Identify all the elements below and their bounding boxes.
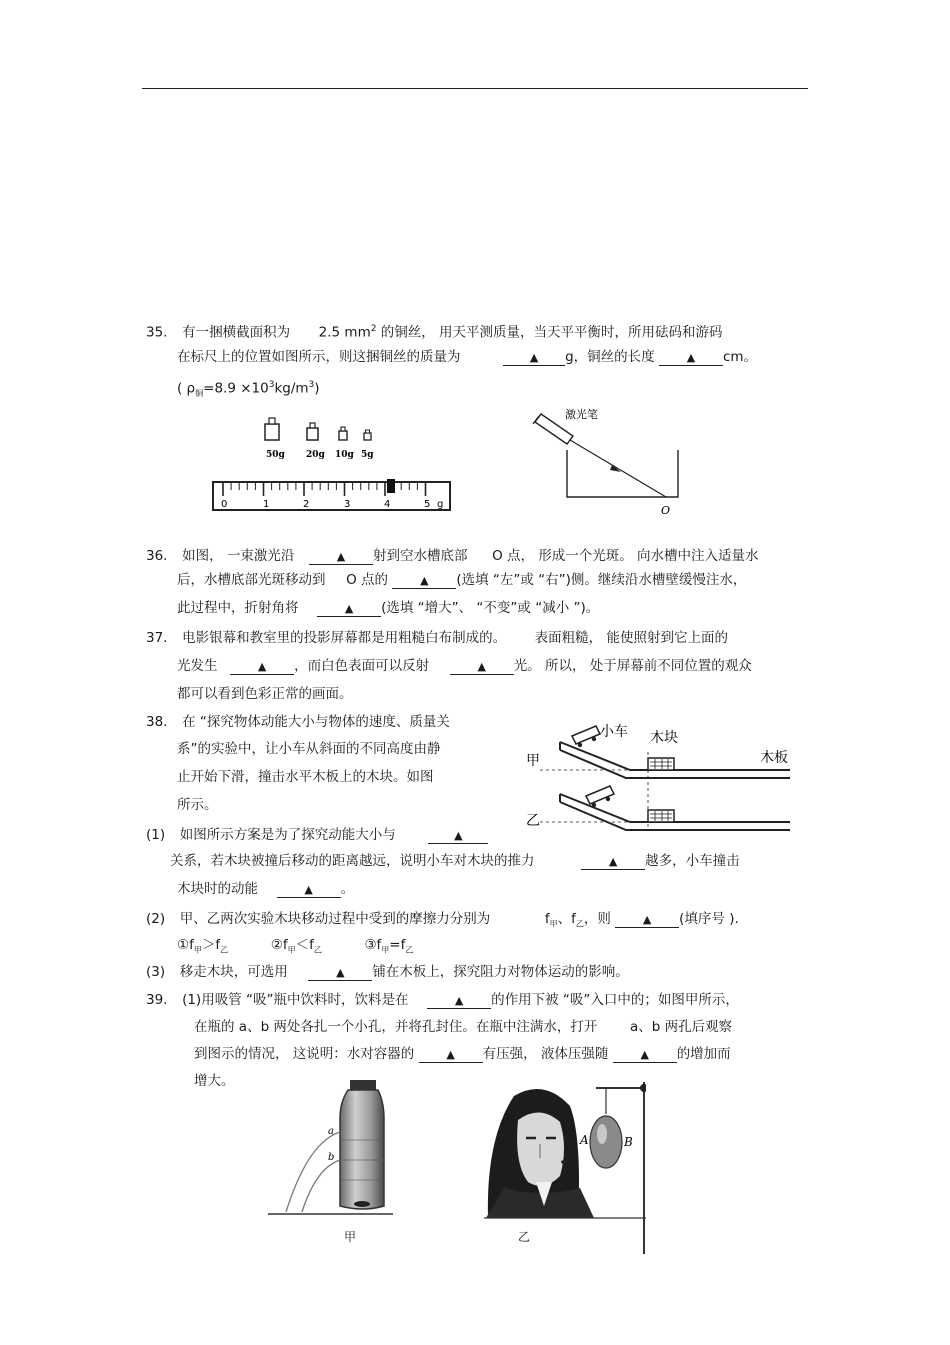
- answer-blank[interactable]: ▲: [309, 550, 373, 565]
- board-label: 木板: [760, 750, 788, 766]
- q38-part1-line-3: 木块时的动能 ▲ 。: [177, 881, 355, 897]
- q38-line-2: 系”的实验中，让小车从斜面的不同高度由静: [177, 741, 441, 757]
- hole-a-label: a: [328, 1126, 334, 1137]
- weight-label: 20g: [306, 450, 325, 460]
- weight-label: 5g: [361, 450, 374, 460]
- answer-blank[interactable]: ▲: [317, 602, 381, 617]
- svg-text:g: g: [437, 499, 444, 510]
- balance-figure: [205, 410, 465, 520]
- svg-text:3: 3: [344, 499, 351, 510]
- answer-blank[interactable]: ▲: [615, 913, 679, 928]
- svg-text:5: 5: [424, 499, 431, 510]
- point-o-label: O: [661, 504, 671, 517]
- cart-incline-figure: [520, 712, 792, 838]
- laser-beam: [570, 440, 666, 497]
- incline-jia: [560, 742, 790, 778]
- caption-jia: 甲: [344, 1230, 357, 1244]
- q38-part1-line-1: (1) 如图所示方案是为了探究动能大小与 ▲: [146, 827, 488, 844]
- weight-label: 10g: [335, 450, 354, 460]
- q35-line-2: 在标尺上的位置如图所示，则这捆铜丝的质量为 ▲ g，铜丝的长度 ▲ cm。: [177, 349, 758, 365]
- option-2: $②f_甲<f_乙$: [270, 937, 322, 955]
- q35-line-3: ( $\rho_铜=8.9 \times 10^3kg/m^3$): [177, 380, 320, 399]
- q38-line-3: 止开始下滑，撞击水平木板上的木块。如图: [177, 769, 434, 785]
- wood-block-yi: [648, 810, 674, 822]
- answer-blank[interactable]: ▲: [581, 855, 645, 870]
- svg-text:2: 2: [303, 499, 310, 510]
- girl-balloon-figure: [484, 1078, 646, 1256]
- q38-part1-line-2: 关系，若木块被撞后移动的距离越远，说明小车对木块的推力 ▲ 越多，小车撞击: [170, 853, 740, 869]
- block-label: 木块: [650, 730, 678, 746]
- q36-line-1: 36. 如图， 一束激光沿 ▲ 射到空水槽底部 O 点， 形成一个光斑。 向水槽中注入适量水: [146, 548, 759, 564]
- setup-yi-label: 乙: [526, 813, 540, 829]
- answer-blank[interactable]: ▲: [503, 351, 565, 366]
- q37-line-3: 都可以看到色彩正常的画面。: [177, 686, 353, 702]
- cart-jia: [572, 726, 600, 747]
- weight-10g: [339, 427, 347, 440]
- answer-blank[interactable]: ▲: [428, 829, 488, 844]
- caption-yi: 乙: [518, 1230, 531, 1244]
- setup-jia-label: 甲: [526, 753, 540, 769]
- answer-blank[interactable]: ▲: [230, 660, 294, 675]
- q39-line-2: 在瓶的 a、b 两处各扎一个小孔，并将孔封住。在瓶中注满水，打开 a、b 两孔后观察: [194, 1019, 733, 1035]
- ruler: [213, 482, 450, 510]
- option-1: $①f_甲>f_乙$: [177, 937, 229, 955]
- water-tank: [567, 450, 678, 497]
- svg-text:1: 1: [263, 499, 270, 510]
- q35-line-1: 35. 有一捆横截面积为 2.5 $mm^2$ 的铜丝， 用天平测质量，当天平平衡时，所用砝码和游码: [146, 324, 723, 341]
- cart-yi: [586, 786, 614, 807]
- answer-blank[interactable]: ▲: [419, 1048, 483, 1063]
- water-bottle-icon: [340, 1080, 384, 1209]
- rider-marker[interactable]: [387, 479, 395, 493]
- laser-label: 激光笔: [565, 408, 598, 421]
- svg-text:0: 0: [221, 499, 228, 510]
- beam-arrow-icon: [610, 465, 621, 472]
- option-3: $③f_甲=f_乙$: [364, 937, 414, 955]
- answer-blank[interactable]: ▲: [450, 660, 514, 675]
- q39-line-3: 到图示的情况， 这说明：水对容器的 ▲ 有压强， 液体压强随 ▲ 的增加而: [194, 1046, 731, 1062]
- answer-blank[interactable]: ▲: [613, 1048, 677, 1063]
- q38-options: [177, 937, 413, 959]
- weight-label: 50g: [266, 450, 285, 460]
- bottle-figure: [268, 1080, 393, 1220]
- answer-blank[interactable]: ▲: [427, 994, 491, 1009]
- cart-label: 小车: [600, 724, 628, 740]
- answer-blank[interactable]: ▲: [659, 351, 723, 366]
- q37-line-2: 光发生 ▲ ，而白色表面可以反射 ▲ 光。 所以， 处于屏幕前不同位置的观众: [177, 658, 752, 674]
- label-B: B: [624, 1135, 633, 1149]
- q38-part2-line-1: (2) 甲、乙两次实验木块移动过程中受到的摩擦力分别为 $f_甲$、$f_乙$，则 ▲ (填序号 ).: [146, 911, 739, 929]
- balloon-icon: [590, 1116, 622, 1168]
- q38-line-1: 38. 在 “探究物体动能大小与物体的速度、质量关: [146, 714, 450, 730]
- q35-number: 35.: [146, 324, 168, 341]
- hole-b-label: b: [328, 1152, 335, 1163]
- weight-20g: [307, 423, 318, 440]
- q39-line-4: 增大。: [194, 1073, 235, 1089]
- answer-blank[interactable]: ▲: [308, 966, 372, 981]
- q38-line-4: 所示。: [177, 797, 218, 813]
- wood-block-jia: [648, 758, 674, 770]
- q37-line-1: 37. 电影银幕和教室里的投影屏幕都是用粗糙白布制成的。 表面粗糙， 能使照射到它上面的: [146, 630, 728, 646]
- svg-text:4: 4: [384, 499, 391, 510]
- answer-blank[interactable]: ▲: [277, 883, 341, 898]
- header-rule: [142, 88, 808, 89]
- q38-part3-line: (3) 移走木块，可选用 ▲ 铺在木板上，探究阻力对物体运动的影响。: [146, 964, 629, 980]
- laser-tank-figure: [525, 402, 695, 520]
- q36-line-3: 此过程中，折射角将 ▲ (选填 “增大”、 “不变”或 “减小 ”)。: [177, 600, 600, 616]
- answer-blank[interactable]: ▲: [392, 574, 456, 589]
- weight-5g: [364, 430, 371, 440]
- label-A: A: [580, 1133, 589, 1147]
- weight-50g: [265, 418, 279, 440]
- q39-line-1: 39. (1)用吸管 “吸”瓶中饮料时，饮料是在 ▲ 的作用下被 “吸”入口中的；如图甲所示，: [146, 992, 739, 1008]
- q36-line-2: 后，水槽底部光斑移动到 O 点的 ▲ (选填 “左”或 “右”)侧。继续沿水槽壁缓慢注水，: [177, 572, 747, 588]
